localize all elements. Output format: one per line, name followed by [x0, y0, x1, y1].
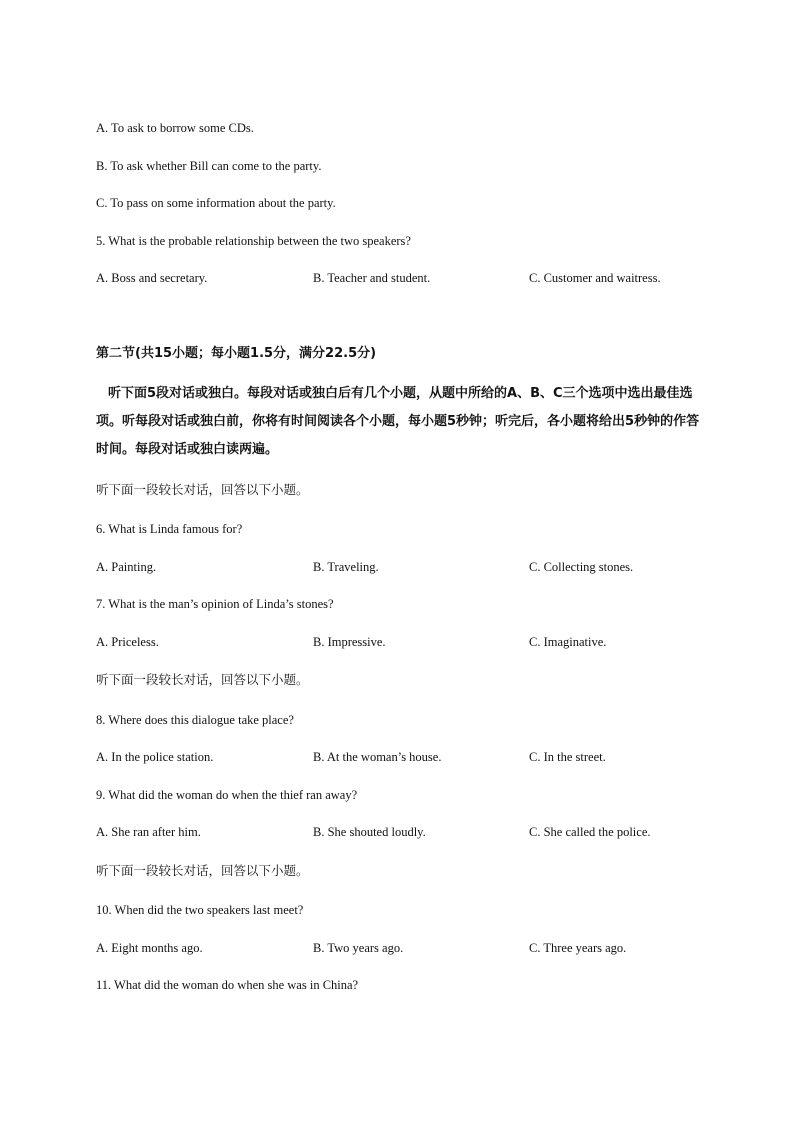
q9-option-a: A. She ran after him.: [96, 825, 201, 839]
question-9: 9. What did the woman do when the thief ran away?: [96, 788, 358, 802]
q6-option-a: A. Painting.: [96, 560, 157, 574]
dialogue-intro-2: 听下面一段较长对话，回答以下小题。: [96, 672, 309, 687]
q9-option-b: B. She shouted loudly.: [313, 825, 426, 839]
q7-option-a: A. Priceless.: [96, 635, 159, 649]
option-a: A. To ask to borrow some CDs.: [96, 121, 254, 135]
q10-option-c: C. Three years ago.: [529, 941, 627, 955]
question-10: 10. When did the two speakers last meet?: [96, 903, 304, 917]
q8-option-c: C. In the street.: [529, 750, 606, 764]
q5-option-b: B. Teacher and student.: [313, 271, 431, 285]
question-6: 6. What is Linda famous for?: [96, 522, 243, 536]
q10-option-a: A. Eight months ago.: [96, 941, 203, 955]
q7-option-c: C. Imaginative.: [529, 635, 607, 649]
q6-option-c: C. Collecting stones.: [529, 560, 634, 574]
q5-option-c: C. Customer and waitress.: [529, 271, 661, 285]
question-11: 11. What did the woman do when she was in China?: [96, 978, 359, 992]
q6-option-b: B. Traveling.: [313, 560, 379, 574]
question-7: 7. What is the man’s opinion of Linda’s stones?: [96, 597, 334, 611]
q8-option-a: A. In the police station.: [96, 750, 214, 764]
option-b: B. To ask whether Bill can come to the party.: [96, 159, 322, 173]
dialogue-intro-1: 听下面一段较长对话，回答以下小题。: [96, 482, 309, 497]
q8-option-b: B. At the woman’s house.: [313, 750, 442, 764]
question-5: 5. What is the probable relationship between the two speakers?: [96, 234, 411, 248]
q10-option-b: B. Two years ago.: [313, 941, 404, 955]
question-8: 8. Where does this dialogue take place?: [96, 713, 294, 727]
section-heading: 第二节(共15小题；每小题1.5分，满分22.5分): [96, 346, 377, 361]
option-c: C. To pass on some information about the party.: [96, 196, 336, 210]
section-instruction: 听下面5段对话或独白。每段对话或独白后有几个小题，从题中所给的A、B、C三个选项中选出最佳选项。听每段对话或独白前，你将有时间阅读各个小题，每小题5秒钟；听完后，各小题将给出5秒钟的作答时间。每段对话或独白读两遍。: [96, 386, 700, 457]
q9-option-c: C. She called the police.: [529, 825, 651, 839]
dialogue-intro-3: 听下面一段较长对话，回答以下小题。: [96, 863, 309, 878]
q5-option-a: A. Boss and secretary.: [96, 271, 208, 285]
q7-option-b: B. Impressive.: [313, 635, 386, 649]
